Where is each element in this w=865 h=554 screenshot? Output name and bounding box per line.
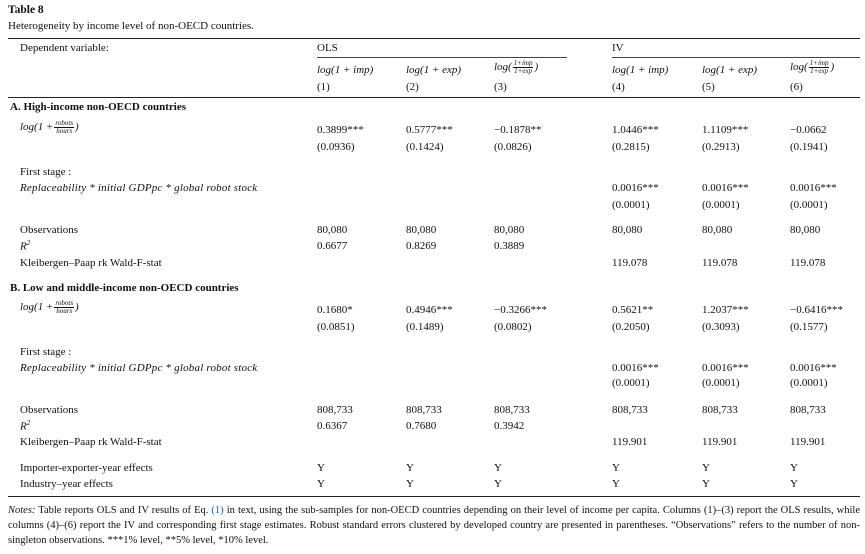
panel-a-coef-5: 1.1109*** [702,124,749,136]
panel-a-kp-label: Kleibergen–Paap rk Wald-F-stat [20,257,162,269]
panel-a-kp-5: 119.078 [702,257,738,269]
top-rule [8,38,860,39]
panel-a-instrument-label: Replaceability * initial GDPpc * global robot stock [20,182,258,194]
col-3-var: log( $\frac{\text{1+imp}}{1+\exp}$ ) [494,59,539,75]
panel-b-title: B. Low and middle-income non-OECD countries [10,282,239,294]
panel-b-kp-label: Kleibergen–Paap rk Wald-F-stat [20,436,162,448]
panel-b-instrument-label: Replaceability * initial GDPpc * global robot stock [20,362,258,374]
panel-a-coef-2: 0.5777*** [406,124,453,136]
effects-ie-3: Y [494,462,502,474]
panel-b-fs-coef-5: 0.0016*** [702,362,749,374]
effects-label-industry-year: Industry–year effects [20,478,113,490]
panel-b-se-4: (0.2050) [612,321,650,333]
panel-a-r2-label: $R^2$ [20,239,31,253]
panel-a-obs-5: 80,080 [702,224,733,236]
panel-b-coef-1: 0.1680* [317,304,353,316]
col-1-var: log(1 + imp) [317,64,374,76]
panel-b-fs-se-4: (0.0001) [612,377,650,389]
panel-a-coef-4: 1.0446*** [612,124,659,136]
panel-a-r2-3: 0.3889 [494,240,525,252]
panel-a-robots-var: log(1 + $\frac{\text{robots}}{\text{hours}}$ ) [20,119,79,135]
effects-label-importer-exporter-year: Importer-exporter-year effects [20,462,153,474]
panel-b-robots-var: log(1 + $\frac{\text{robots}}{\text{hours}}$ ) [20,299,79,315]
panel-a-coef-6: −0.0662 [790,124,827,136]
panel-b-se-3: (0.0802) [494,321,532,333]
col-6-num: (6) [790,81,803,93]
panel-b-r2-3: 0.3942 [494,420,525,432]
col-2-num: (2) [406,81,419,93]
panel-a-fs-coef-6: 0.0016*** [790,182,837,194]
panel-b-se-1: (0.0851) [317,321,355,333]
col-3-num: (3) [494,81,507,93]
col-4-num: (4) [612,81,625,93]
panel-b-r2-1: 0.6367 [317,420,348,432]
panel-a-coef-3: −0.1878** [494,124,542,136]
panel-a-coef-1: 0.3899*** [317,124,364,136]
panel-b-coef-6: −0.6416*** [790,304,843,316]
col-4-var: log(1 + imp) [612,64,669,76]
panel-b-r2-2: 0.7680 [406,420,437,432]
panel-b-obs-1: 808,733 [317,404,353,416]
panel-b-se-2: (0.1489) [406,321,444,333]
panel-a-obs-3: 80,080 [494,224,525,236]
table-notes: Notes: Table reports OLS and IV results of Eq. (1) in text, using the sub-samples for non-OECD countries depending on their level of income per capita. Columns (1)–(3) report the OLS results, while columns (4)–(6) report the IV and corresponding first stage estimates. Robust standard errors clustered by developed country are presented in parentheses. “Observations” refers to the number of non-singleton observations. ***1% level, **5% level, *10% level. [8,505,860,546]
panel-b-obs-4: 808,733 [612,404,648,416]
table-caption: Heterogeneity by income level of non-OECD countries. [8,20,254,32]
effects-ie-1: Y [317,462,325,474]
effects-iy-5: Y [702,478,710,490]
panel-b-coef-4: 0.5621** [612,304,654,316]
panel-b-fs-se-5: (0.0001) [702,377,740,389]
panel-b-kp-6: 119.901 [790,436,826,448]
panel-b-r2-label: $R^2$ [20,419,31,433]
panel-b-coef-5: 1.2037*** [702,304,749,316]
panel-a-se-6: (0.1941) [790,141,828,153]
panel-a-se-2: (0.1424) [406,141,444,153]
effects-iy-4: Y [612,478,620,490]
panel-a-obs-1: 80,080 [317,224,348,236]
panel-a-obs-label: Observations [20,224,79,236]
panel-a-fs-se-4: (0.0001) [612,199,650,211]
effects-ie-2: Y [406,462,414,474]
panel-a-r2-1: 0.6677 [317,240,348,252]
panel-b-obs-2: 808,733 [406,404,442,416]
panel-a-se-3: (0.0826) [494,141,532,153]
panel-a-fs-coef-5: 0.0016*** [702,182,749,194]
notes-label: Notes: [8,505,36,516]
col-5-var: log(1 + exp) [702,64,758,76]
effects-iy-3: Y [494,478,502,490]
panel-b-coef-2: 0.4946*** [406,304,453,316]
effects-ie-4: Y [612,462,620,474]
col-6-var: log( $\frac{\text{1+imp}}{1+\exp}$ ) [790,59,835,75]
effects-ie-6: Y [790,462,798,474]
panel-b-kp-4: 119.901 [612,436,648,448]
panel-b-se-6: (0.1577) [790,321,828,333]
panel-b-coef-3: −0.3266*** [494,304,547,316]
panel-a-title: A. High-income non-OECD countries [10,101,186,113]
effects-iy-1: Y [317,478,325,490]
dependent-variable-label: Dependent variable: [20,42,109,54]
panel-b-kp-5: 119.901 [702,436,738,448]
col-1-num: (1) [317,81,330,93]
panel-b-fs-coef-6: 0.0016*** [790,362,837,374]
panel-a-kp-4: 119.078 [612,257,648,269]
panel-a-se-1: (0.0936) [317,141,355,153]
equation-link[interactable]: (1) [211,505,224,516]
panel-b-obs-3: 808,733 [494,404,530,416]
panel-b-fs-se-6: (0.0001) [790,377,828,389]
ols-header: OLS [317,42,338,54]
effects-iy-6: Y [790,478,798,490]
panel-a-obs-4: 80,080 [612,224,643,236]
panel-b-obs-6: 808,733 [790,404,826,416]
panel-a-kp-6: 119.078 [790,257,826,269]
panel-a-se-5: (0.2913) [702,141,740,153]
iv-header: IV [612,42,624,54]
panel-b-fs-coef-4: 0.0016*** [612,362,659,374]
panel-a-obs-6: 80,080 [790,224,821,236]
effects-ie-5: Y [702,462,710,474]
ols-underline [317,57,567,58]
panel-b-se-5: (0.3093) [702,321,740,333]
panel-b-obs-label: Observations [20,404,79,416]
panel-b-first-stage-label: First stage : [20,346,72,358]
iv-underline [612,57,860,58]
panel-b-obs-5: 808,733 [702,404,738,416]
bottom-rule [8,496,860,497]
panel-a-fs-se-5: (0.0001) [702,199,740,211]
panel-a-obs-2: 80,080 [406,224,437,236]
panel-a-se-4: (0.2815) [612,141,650,153]
col-5-num: (5) [702,81,715,93]
header-rule [8,97,860,98]
panel-a-first-stage-label: First stage : [20,166,72,178]
effects-iy-2: Y [406,478,414,490]
col-2-var: log(1 + exp) [406,64,462,76]
panel-a-r2-2: 0.8269 [406,240,437,252]
panel-a-fs-se-6: (0.0001) [790,199,828,211]
panel-a-fs-coef-4: 0.0016*** [612,182,659,194]
table-title: Table 8 [8,4,44,16]
